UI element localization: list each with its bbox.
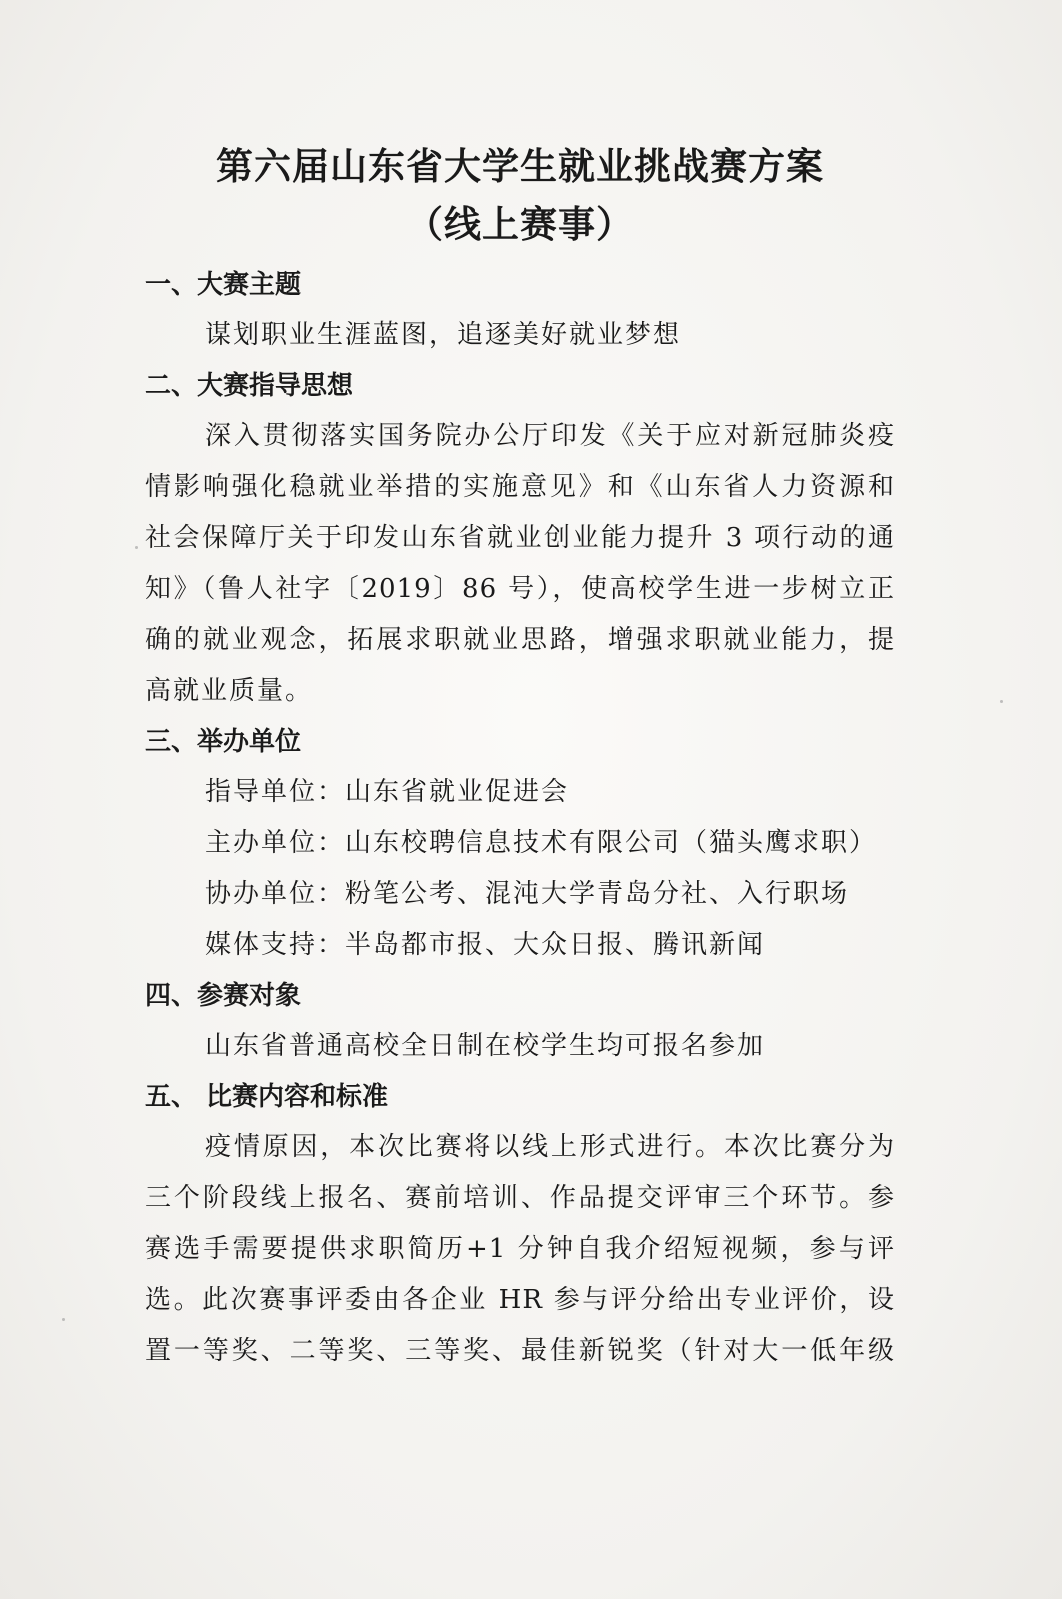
- paragraph-line: 山东省普通高校全日制在校学生均可报名参加: [205, 1031, 766, 1061]
- section-heading: 四、参赛对象: [145, 981, 302, 1011]
- paragraph-line: 深入贯彻落实国务院办公厅印发《关于应对新冠肺炎疫: [205, 421, 895, 451]
- paragraph-line: 高就业质量。: [145, 676, 314, 706]
- organizer-line: 媒体支持：半岛都市报、大众日报、腾讯新闻: [205, 930, 766, 960]
- document-body: [145, 138, 895, 1377]
- section-heading: 一、大赛主题: [145, 270, 302, 300]
- paragraph-line: 赛选手需要提供求职简历+1 分钟自我介绍短视频，参与评: [145, 1234, 895, 1264]
- paragraph-line: 选。此次赛事评委由各企业 HR 参与评分给出专业评价，设: [145, 1285, 895, 1315]
- paragraph-line: 情影响强化稳就业举措的实施意见》和《山东省人力资源和: [145, 472, 895, 502]
- document-title: 第六届山东省大学生就业挑战赛方案: [216, 145, 824, 188]
- paragraph-line: 社会保障厅关于印发山东省就业创业能力提升 3 项行动的通: [145, 523, 895, 553]
- paragraph-line: 三个阶段线上报名、赛前培训、作品提交评审三个环节。参: [145, 1183, 895, 1213]
- paragraph-line: 置一等奖、二等奖、三等奖、最佳新锐奖（针对大一低年级: [145, 1336, 895, 1366]
- scan-speck: [135, 546, 138, 549]
- paragraph-line: 知》（鲁人社字〔2019〕86 号），使高校学生进一步树立正: [145, 574, 895, 604]
- section-theme: [145, 260, 895, 361]
- section-participants: [145, 971, 895, 1072]
- section-heading: 五、 比赛内容和标准: [145, 1082, 389, 1112]
- section-organizers: [145, 717, 895, 971]
- scan-speck: [1000, 700, 1003, 703]
- organizer-line: 协办单位：粉笔公考、混沌大学青岛分社、入行职场: [205, 879, 850, 909]
- paragraph-line: 谋划职业生涯蓝图，追逐美好就业梦想: [205, 320, 682, 350]
- paragraph-line: 疫情原因，本次比赛将以线上形式进行。本次比赛分为: [205, 1132, 895, 1162]
- section-guiding-thought: [145, 361, 895, 717]
- organizer-line: 指导单位：山东省就业促进会: [205, 777, 570, 807]
- organizer-line: 主办单位：山东校聘信息技术有限公司（猫头鹰求职）: [205, 828, 878, 858]
- section-heading: 二、大赛指导思想: [145, 371, 354, 401]
- section-heading: 三、举办单位: [145, 727, 302, 757]
- paragraph-line: 确的就业观念，拓展求职就业思路，增强求职就业能力，提: [145, 625, 895, 655]
- scan-speck: [62, 1318, 65, 1321]
- document-subtitle: （线上赛事）: [406, 203, 634, 246]
- section-content-standards: [145, 1072, 895, 1377]
